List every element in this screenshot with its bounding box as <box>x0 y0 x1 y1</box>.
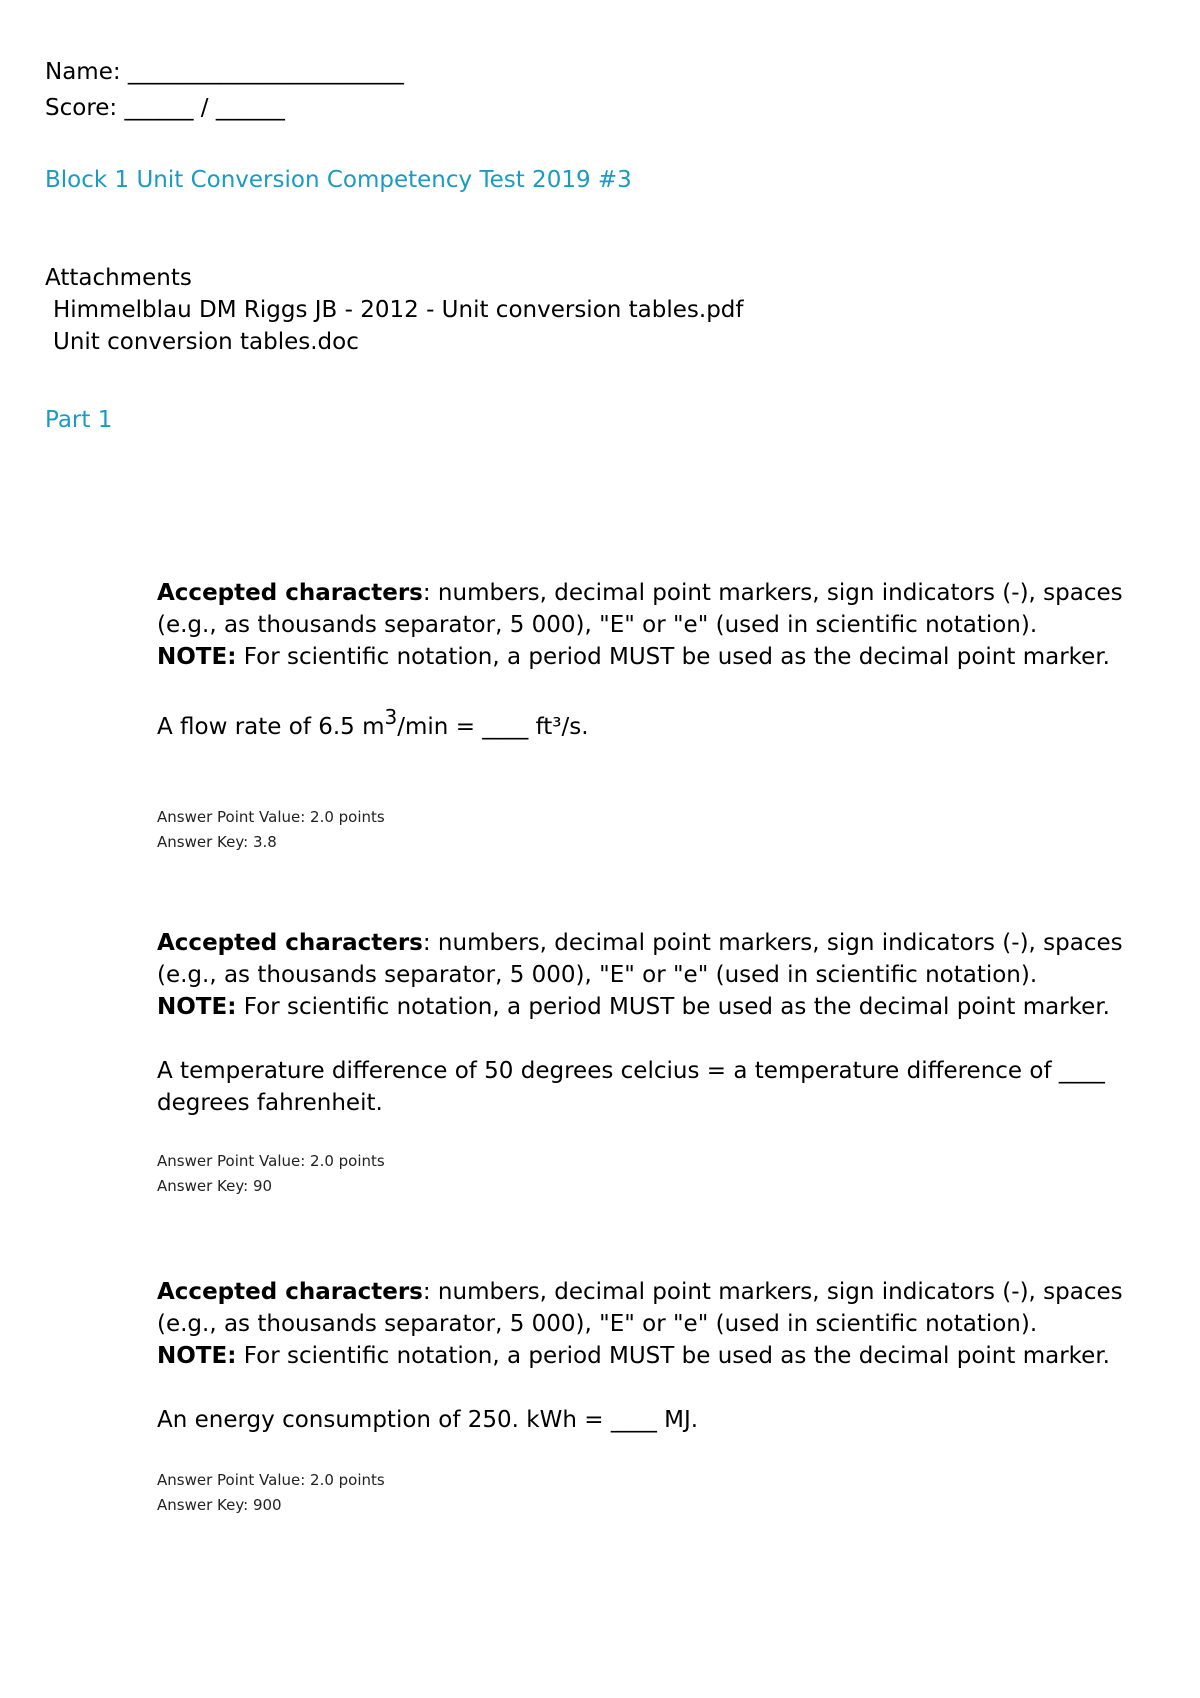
prompt-start: A flow rate of 6.5 m <box>157 714 385 740</box>
accepted-characters-text: : numbers, decimal point markers, sign indicators (-), spaces (e.g., as thousands separator, 5 000), "E" or "e" (used in scientific notation). <box>157 1279 1123 1337</box>
answer-key: Answer Key: 900 <box>157 1496 282 1514</box>
accepted-characters-note <box>157 1276 1187 1372</box>
answer-point-value: Answer Point Value: 2.0 points <box>157 808 385 826</box>
answer-meta <box>157 1468 1187 1518</box>
answer-meta <box>157 805 1187 855</box>
question-prompt <box>157 705 1187 743</box>
answer-point-value: Answer Point Value: 2.0 points <box>157 1152 385 1170</box>
part-heading: Part 1 <box>45 407 113 433</box>
accepted-characters-note <box>157 927 1187 1023</box>
answer-key: Answer Key: 90 <box>157 1177 273 1195</box>
question-3 <box>157 1276 1187 1518</box>
accepted-characters-label: Accepted characters <box>157 580 423 606</box>
attachment-doc: Unit conversion tables.doc <box>53 329 359 355</box>
note-label: NOTE: <box>157 644 237 670</box>
accepted-characters-text: : numbers, decimal point markers, sign indicators (-), spaces (e.g., as thousands separator, 5 000), "E" or "e" (used in scientific notation). <box>157 930 1123 988</box>
answer-point-value: Answer Point Value: 2.0 points <box>157 1471 385 1489</box>
prompt-superscript: 3 <box>384 705 398 729</box>
note-label: NOTE: <box>157 1343 237 1369</box>
name-line: Name: ________________________ <box>45 59 404 85</box>
answer-key: Answer Key: 3.8 <box>157 833 277 851</box>
prompt-end: /min = ____ ft³/s. <box>397 714 589 740</box>
note-text: For scientific notation, a period MUST be used as the decimal point marker. <box>236 1343 1110 1369</box>
note-label: NOTE: <box>157 994 237 1020</box>
question-prompt: A temperature difference of 50 degrees celcius = a temperature difference of ____ degrees fahrenheit. <box>157 1058 1105 1116</box>
attachments-heading: Attachments <box>45 265 192 291</box>
accepted-characters-note <box>157 577 1187 673</box>
accepted-characters-label: Accepted characters <box>157 930 423 956</box>
attachment-pdf: Himmelblau DM Riggs JB - 2012 - Unit conversion tables.pdf <box>53 297 744 323</box>
accepted-characters-text: : numbers, decimal point markers, sign indicators (-), spaces (e.g., as thousands separator, 5 000), "E" or "e" (used in scientific notation). <box>157 580 1123 638</box>
question-prompt: An energy consumption of 250. kWh = ____ MJ. <box>157 1407 699 1433</box>
note-text: For scientific notation, a period MUST be used as the decimal point marker. <box>236 994 1110 1020</box>
score-line: Score: ______ / ______ <box>45 95 285 121</box>
answer-meta <box>157 1149 1187 1199</box>
question-1 <box>157 577 1187 855</box>
note-text: For scientific notation, a period MUST be used as the decimal point marker. <box>236 644 1110 670</box>
accepted-characters-label: Accepted characters <box>157 1279 423 1305</box>
test-title: Block 1 Unit Conversion Competency Test 2019 #3 <box>45 167 632 193</box>
question-2 <box>157 927 1187 1199</box>
